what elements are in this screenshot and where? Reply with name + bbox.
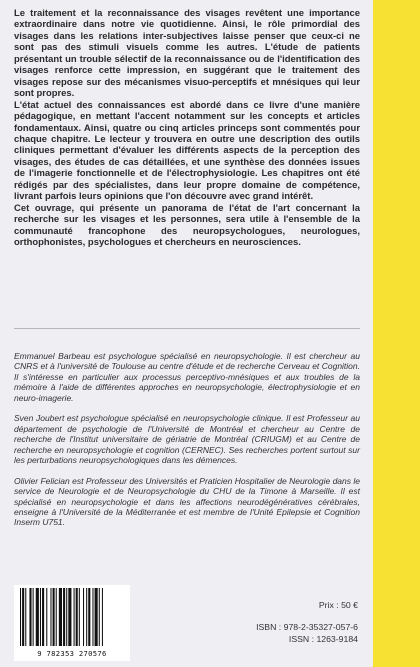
barcode-bar: [68, 588, 71, 646]
barcode-bar: [46, 588, 47, 646]
back-cover-summary: [14, 8, 360, 249]
yellow-side-band: [373, 0, 420, 667]
barcode-bar: [42, 588, 44, 646]
isbn-label: ISBN : 978-2-35327-057-6: [256, 622, 358, 632]
barcode-bar: [86, 588, 87, 646]
barcode-bar: [33, 588, 34, 646]
barcode-bars: [14, 585, 130, 651]
barcode-bar: [53, 588, 55, 646]
barcode-bar: [95, 588, 98, 646]
barcode-bar: [50, 588, 51, 646]
barcode: [14, 585, 130, 661]
barcode-bar: [63, 588, 65, 646]
barcode-bar: [56, 588, 57, 646]
author-bio: Olivier Felician est Professeur des Universités et Praticien Hospitalier de Neurologie dans le service de Neurologie et de Neuropsychologie du CHU de la Timone à Marseille. Il est spécialisé en neuropsychologie et dans les affections neurodégénératives cérébrales, enseigne à l'Université de la Méditerranée et est membre de l'Unité Epilepsie et Cognition Inserm U751.: [14, 475, 360, 528]
author-bio: Sven Joubert est psychologue spécialisé en neuropsychologie clinique. Il est Professeur au département de psychologie de l'Université de Montréal et chercheur au Centre de recherche de l'Institut universitaire de gériatrie de Montréal (CRIUGM) et au Centre de recherche en neuropsychologie et cognition (CERNEC). Ses recherches portent surtout sur les perturbations neuropsychologiques dans les démences.: [14, 413, 360, 466]
barcode-bar: [29, 588, 31, 646]
author-bio: Emmanuel Barbeau est psychologue spécialisé en neuropsychologie. Il est chercheur au CNRS et à l'université de Toulouse au centre d'étude et de recherche Cerveau et Cognition. Il s'intéresse en particulier aux processus perceptivo-mnésiques et aux troubles de la mémoire à l'aide de différentes approches en neuropsychologie, électrophysiologie et en neuro-imagerie.: [14, 351, 360, 403]
barcode-bar: [40, 588, 41, 646]
barcode-bar: [102, 588, 103, 646]
barcode-bar: [92, 588, 93, 646]
barcode-bar: [99, 588, 100, 646]
price-label: Prix : 50 €: [318, 600, 358, 610]
summary-paragraph: Le traitement et la reconnaissance des visages revêtent une importance extraordinaire dans notre vie quotidienne. Ainsi, le rôle primordial des visages dans les relations inter-subjectives laisse penser que ceux-ci ne sont pas des stimuli visuels comme les autres. L'étude de patients présentant un trouble sélectif de la reconnaissance ou de l'identification des visages renforce cette impression, en suggérant que le traitement des visages repose sur des mécanismes visuo-perceptifs et mnésiques qui leur sont propres.: [14, 8, 360, 100]
barcode-number: 9 782353 270576: [37, 649, 107, 658]
barcode-bar: [83, 588, 84, 646]
barcode-bar: [66, 588, 67, 646]
barcode-bar: [59, 588, 62, 646]
barcode-bar: [79, 588, 80, 646]
summary-paragraph: Cet ouvrage, qui présente un panorama de l'état de l'art concernant la recherche sur les visages et les personnes, sera utile à l'ensemble de la communauté francophone des neuropsychologues, neurologues, orthophonistes, psychologues et chercheurs en neurosciences.: [14, 202, 360, 249]
identifiers: [230, 621, 358, 645]
barcode-bar: [22, 588, 24, 646]
section-divider: [14, 328, 360, 329]
barcode-bar: [25, 588, 26, 646]
summary-paragraph: L'état actuel des connaissances est abordé dans ce livre d'une manière pédagogique, en mettant l'accent notamment sur les concepts et articles fondamentaux. Ainsi, quatre ou cinq articles princeps sont commentés pour chaque chapitre. Le lecteur y trouvera en outre une description des outils cliniques permettant d'évaluer les différents aspects de la perception des visages, des études de cas détaillées, et une synthèse des données issues de l'imagerie fonctionnelle et de l'électrophysiologie. Les chapitres ont été rédigés par des spécialistes, dans leur propre domaine de compétence, livrant parfois leurs opinions que l'on découvre avec grand intérêt.: [14, 99, 360, 203]
barcode-bar: [74, 588, 75, 646]
barcode-bar: [88, 588, 90, 646]
barcode-bar: [36, 588, 39, 646]
barcode-bar: [76, 588, 78, 646]
barcode-bar: [20, 588, 21, 646]
author-bios: [14, 351, 360, 538]
issn-label: ISSN : 1263-9184: [288, 634, 358, 644]
